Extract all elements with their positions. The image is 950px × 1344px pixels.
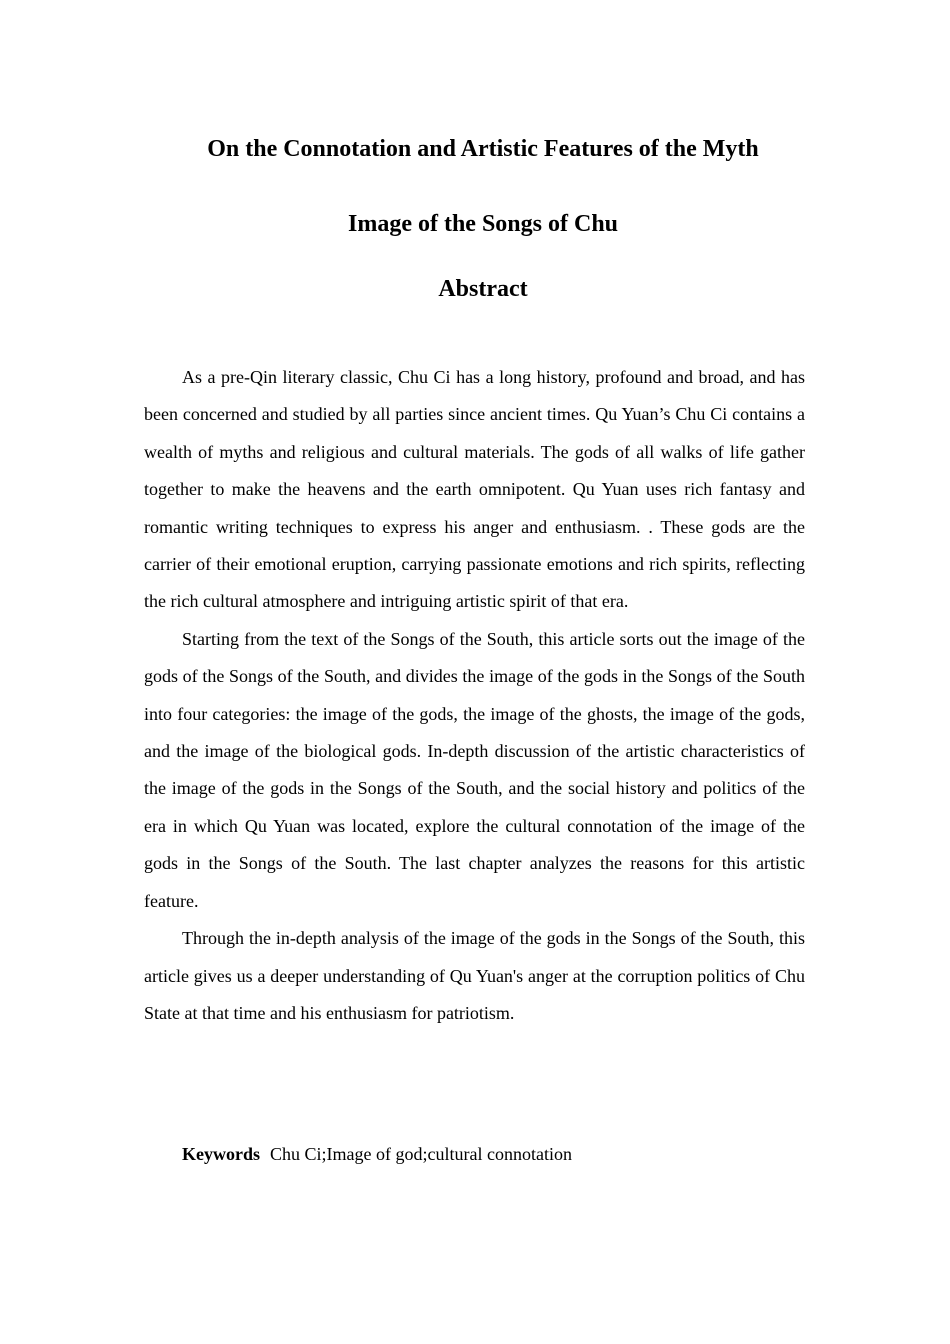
abstract-paragraph-3: Through the in-depth analysis of the image of the gods in the Songs of the South, this article gives us a deeper understanding of Qu Yuan's anger at the corruption politics of Chu State at that time and his enthusiasm for patriotism. (144, 928, 805, 1023)
abstract-paragraph-2: Starting from the text of the Songs of the South, this article sorts out the image of the gods of the Songs of the South, and divides the image of the gods in the Songs of the South into four categories: the image of the gods, the image of the ghosts, the image of the gods, and the image of the biological gods. In-depth discussion of the artistic characteristics of the image of the gods in the Songs of the South, and the social history and politics of the era in which Qu Yuan was located, explore the cultural connotation of the image of the gods in the Songs of the South. The last chapter analyzes the reasons for this artistic feature. (144, 628, 805, 911)
abstract-paragraph-1: As a pre-Qin literary classic, Chu Ci has a long history, profound and broad, and has been concerned and studied by all parties since ancient times. Qu Yuan’s Chu Ci contains a wealth of myths and religious and cultural materials. The gods of all walks of life gather together to make the heavens and the earth omnipotent. Qu Yuan uses rich fantasy and romantic writing techniques to express his anger and enthusiasm. . These gods are the carrier of their emotional eruption, carrying passionate emotions and rich spirits, reflecting the rich cultural atmosphere and intriguing artistic spirit of that era. (144, 367, 805, 612)
abstract-body (144, 359, 805, 1032)
keywords-label: Keywords (182, 1144, 260, 1164)
abstract-heading: Abstract (438, 276, 528, 302)
keywords-value: Chu Ci;Image of god;cultural connotation (270, 1144, 572, 1164)
keywords-line (182, 1137, 572, 1171)
title-line-2: Image of the Songs of Chu (347, 211, 619, 237)
title-line-1: On the Connotation and Artistic Features of the Myth (207, 136, 759, 162)
